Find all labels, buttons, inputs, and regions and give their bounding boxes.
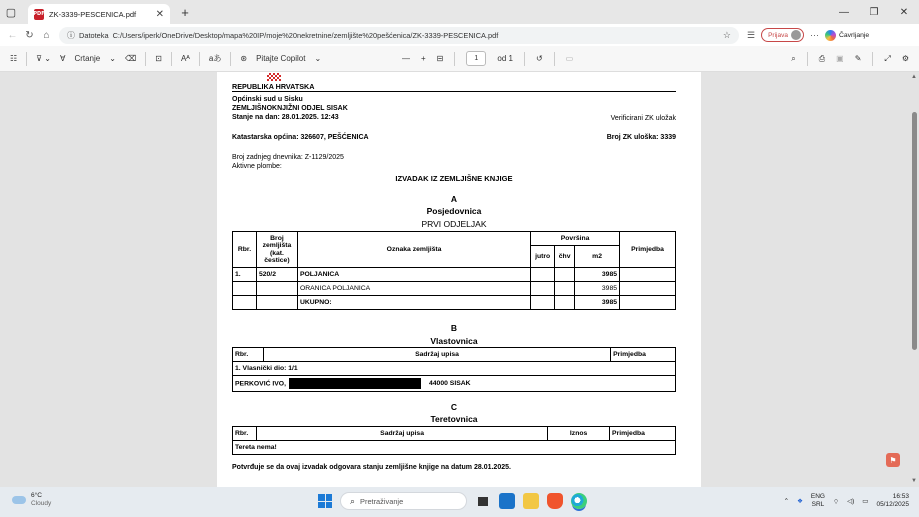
divider: [145, 52, 146, 66]
divider: [554, 52, 555, 66]
favorite-star-icon[interactable]: ☆: [722, 29, 731, 40]
doc-verified: Verificirani ZK uložak: [610, 115, 676, 122]
page-total: od 1: [497, 54, 513, 63]
search-placeholder: Pretraživanje: [360, 496, 404, 506]
cell-primjedba: [620, 268, 676, 282]
taskbar-apps: [318, 492, 587, 510]
tab-close-icon[interactable]: ✕: [155, 8, 164, 20]
owner-address: 44000 SISAK: [429, 380, 471, 388]
cell-empty: [531, 296, 555, 310]
cell-empty: [620, 296, 676, 310]
doc-zk-number: Broj ZK uloška: 3339: [606, 134, 676, 141]
col-rbr: Rbr.: [233, 348, 264, 362]
language-code: ENG: [810, 493, 825, 500]
doc-court: Općinski sud u Sisku: [232, 96, 303, 103]
print-icon[interactable]: ⎙: [818, 53, 826, 63]
cell-broj: 520/2: [256, 268, 297, 282]
section-b-letter: B: [450, 323, 458, 333]
eraser-icon[interactable]: ⌫: [124, 54, 137, 63]
clock[interactable]: [876, 493, 909, 509]
wifi-icon[interactable]: ⌔: [833, 498, 840, 506]
cell-rbr: [233, 282, 257, 296]
zoom-out-icon[interactable]: —: [402, 54, 410, 63]
scrollbar-thumb[interactable]: [912, 112, 917, 350]
doc-cadastral: Katastarska općina: 326607, PEŠĆENICA: [232, 134, 369, 141]
settings-gear-icon[interactable]: ⚙: [901, 54, 909, 63]
signin-button[interactable]: [761, 28, 804, 42]
col-chv: čhv: [555, 246, 575, 268]
cell-primjedba: [620, 282, 676, 296]
teretovnica-table: [232, 426, 676, 455]
tab-active[interactable]: [28, 4, 170, 24]
cell-oznaka: ORANICA POLJANICA: [297, 282, 530, 296]
url-field[interactable]: [59, 27, 739, 44]
col-povrsina: Površina: [531, 232, 620, 246]
task-view-icon[interactable]: [475, 493, 491, 509]
section-c-title: Teretovnica: [430, 414, 478, 424]
maximize-button[interactable]: ❐: [869, 6, 879, 18]
cell-oznaka: POLJANICA: [297, 268, 530, 282]
owner-cell: [233, 376, 676, 392]
language-indicator[interactable]: [811, 493, 825, 509]
col-primjedba: Primjedba: [611, 348, 676, 362]
back-arrow-icon[interactable]: ←: [7, 29, 18, 41]
highlight-icon[interactable]: ⊽ ⌄: [36, 54, 51, 63]
read-aloud-icon[interactable]: aあ: [208, 54, 222, 63]
refresh-icon[interactable]: ↻: [25, 29, 34, 41]
section-c-letter: C: [450, 402, 458, 412]
doc-confirmation: Potvrđuje se da ovaj izvadak odgovara stanju zemljišne knjige na datum 28.01.2025.: [232, 464, 511, 471]
close-window-button[interactable]: ✕: [899, 6, 909, 18]
weather-temp: 6°C: [31, 492, 42, 499]
pdf-toolbar: [0, 46, 919, 72]
window-controls: [829, 0, 919, 24]
doc-country: REPUBLIKA HRVATSKA: [232, 82, 315, 91]
tab-bar: [0, 0, 919, 24]
vlastovnica-table: [232, 347, 676, 392]
divider: [199, 52, 200, 66]
doc-office: ZEMLJIŠNOKNJIŽNI ODJEL SISAK: [232, 105, 348, 112]
pdf-viewer[interactable]: [0, 72, 919, 487]
divider: [524, 52, 525, 66]
redaction-bar: [289, 378, 421, 389]
section-b-title: Vlastovnica: [430, 336, 478, 346]
url-protocol: Datoteka: [79, 30, 109, 40]
owner-name: PERKOVIĆ IVO,: [235, 380, 286, 388]
cell-rbr: 1.: [233, 268, 257, 282]
divider: [230, 52, 231, 66]
rotate-icon[interactable]: ↺: [535, 54, 543, 63]
col-rbr: Rbr.: [233, 427, 257, 441]
page-number-input[interactable]: 1: [466, 51, 486, 66]
add-text-icon[interactable]: ⊡: [155, 54, 162, 63]
outlook-icon[interactable]: [499, 493, 515, 509]
doc-last-diary: Broj zadnjeg dnevnika: Z-1129/2025: [232, 154, 344, 161]
col-rbr: Rbr.: [233, 232, 257, 268]
battery-icon[interactable]: ▭: [862, 498, 869, 505]
col-iznos: Iznos: [548, 427, 610, 441]
table-row-total: [233, 296, 676, 310]
section-a-letter: A: [450, 194, 458, 204]
acrobat-icon[interactable]: ⚑: [886, 453, 900, 467]
taskbar: [0, 487, 919, 517]
fit-page-icon[interactable]: ⊟: [436, 54, 444, 63]
draw-icon[interactable]: ∀: [59, 54, 66, 63]
divider: [872, 52, 873, 66]
total-label: UKUPNO:: [297, 296, 530, 310]
section-a-title: Posjedovnica: [426, 206, 482, 216]
expand-icon[interactable]: ⤢: [884, 53, 891, 63]
cell-broj: [256, 282, 297, 296]
scroll-down-icon[interactable]: ▼: [911, 478, 917, 484]
pdf-page: [217, 72, 701, 487]
header-rule: [232, 91, 676, 92]
weather-desc: Cloudy: [31, 500, 52, 507]
table-row: [233, 441, 676, 455]
scroll-up-icon[interactable]: ▲: [911, 74, 917, 80]
file-explorer-icon[interactable]: [523, 493, 539, 509]
copilot-icon: [825, 30, 836, 41]
copilot-small-icon[interactable]: ⊛: [240, 54, 248, 63]
divider: [171, 52, 172, 66]
home-icon[interactable]: ⌂: [43, 29, 50, 41]
doc-active-seals: Aktivne plombe:: [232, 163, 282, 170]
more-menu-icon[interactable]: ···: [809, 30, 819, 40]
pdf-file-icon: PDF: [34, 9, 44, 20]
table-row: [233, 376, 676, 392]
text-size-icon[interactable]: Aᴬ: [180, 54, 190, 63]
copilot-label: Čavrljanje: [838, 31, 870, 39]
col-sadrzaj: Sadržaj upisa: [256, 427, 547, 441]
zoom-in-icon[interactable]: +: [421, 54, 426, 63]
col-oznaka: Oznaka zemljišta: [297, 232, 530, 268]
col-m2: m2: [575, 246, 620, 268]
ownership-share: 1. Vlasnički dio: 1/1: [233, 362, 676, 376]
ask-copilot-label[interactable]: Pitajte Copilot: [256, 54, 306, 63]
info-icon: ⓘ: [67, 30, 75, 40]
cell-empty: [233, 296, 257, 310]
no-encumbrances: Tereta nema!: [233, 441, 676, 455]
tab-title: ZK-3339-PESCENICA.pdf: [49, 9, 137, 19]
divider: [807, 52, 808, 66]
tab-actions-icon[interactable]: ▢: [5, 6, 17, 19]
tray-chevron-icon[interactable]: ⌃: [783, 498, 790, 505]
brave-browser-icon[interactable]: [547, 493, 563, 509]
windows-start-icon[interactable]: [318, 494, 332, 508]
draw-dropdown-icon[interactable]: ⌄: [109, 54, 116, 63]
signin-label: Prijava: [768, 31, 788, 39]
posjedovnica-table: [232, 231, 676, 310]
col-primjedba: Primjedba: [620, 232, 676, 268]
cloud-icon: [12, 496, 26, 504]
cell-m2: 3985: [575, 282, 620, 296]
taskbar-search-input[interactable]: [340, 492, 467, 510]
ask-copilot-dropdown-icon[interactable]: ⌄: [314, 54, 322, 63]
doc-main-title: IZVADAK IZ ZEMLJIŠNE KNJIGE: [395, 174, 513, 183]
cell-jutro: [531, 268, 555, 282]
divider: [26, 52, 27, 66]
croatian-coat-of-arms-icon: [267, 73, 281, 81]
cell-m2: 3985: [575, 268, 620, 282]
col-sadrzaj: Sadržaj upisa: [263, 348, 610, 362]
cell-chv: [555, 282, 575, 296]
section-a-subtitle: PRVI ODJELJAK: [421, 219, 487, 229]
table-row: [233, 362, 676, 376]
table-row: [233, 268, 676, 282]
copilot-chat-button[interactable]: [825, 30, 869, 41]
cell-empty: [256, 296, 297, 310]
keyboard-layout: SRL: [811, 501, 825, 508]
table-row: [233, 282, 676, 296]
col-primjedba: Primjedba: [610, 427, 676, 441]
system-tray: [784, 493, 909, 509]
col-jutro: jutro: [531, 246, 555, 268]
edge-browser-icon[interactable]: [571, 493, 587, 509]
cell-chv: [555, 268, 575, 282]
divider: [454, 52, 455, 66]
save-as-icon[interactable]: ✎: [854, 54, 862, 63]
total-m2: 3985: [575, 296, 620, 310]
volume-icon[interactable]: ◁): [847, 498, 855, 505]
new-tab-button[interactable]: +: [181, 4, 189, 20]
search-icon: ⌕: [350, 495, 356, 506]
doc-state-date: Stanje na dan: 28.01.2025. 12:43: [232, 114, 339, 121]
contents-icon[interactable]: ☷: [10, 54, 18, 63]
minimize-button[interactable]: —: [839, 6, 849, 18]
cell-empty: [555, 296, 575, 310]
avatar: [791, 30, 801, 40]
cell-jutro: [531, 282, 555, 296]
url-text: C:/Users/iperk/OneDrive/Desktop/mapa%20IP/moje%20nekretnine/zemljište%20pešćenica/ZK-3339-PESCENICA.pdf: [112, 30, 499, 40]
clock-date: 05/12/2025: [876, 501, 909, 508]
address-bar: [0, 24, 919, 46]
search-icon[interactable]: ⌕: [791, 53, 796, 63]
vertical-scrollbar[interactable]: [911, 74, 917, 484]
col-broj: Broj zemljišta (kat. čestice): [256, 232, 297, 268]
weather-widget[interactable]: [12, 492, 51, 508]
draw-label[interactable]: Crtanje: [74, 54, 101, 63]
favorites-list-icon[interactable]: ☰: [747, 29, 756, 40]
clock-time: 16:53: [892, 493, 909, 500]
save-icon[interactable]: ▣: [836, 54, 844, 63]
page-view-icon[interactable]: ▭: [565, 54, 574, 63]
dropbox-icon[interactable]: ❖: [797, 498, 803, 505]
